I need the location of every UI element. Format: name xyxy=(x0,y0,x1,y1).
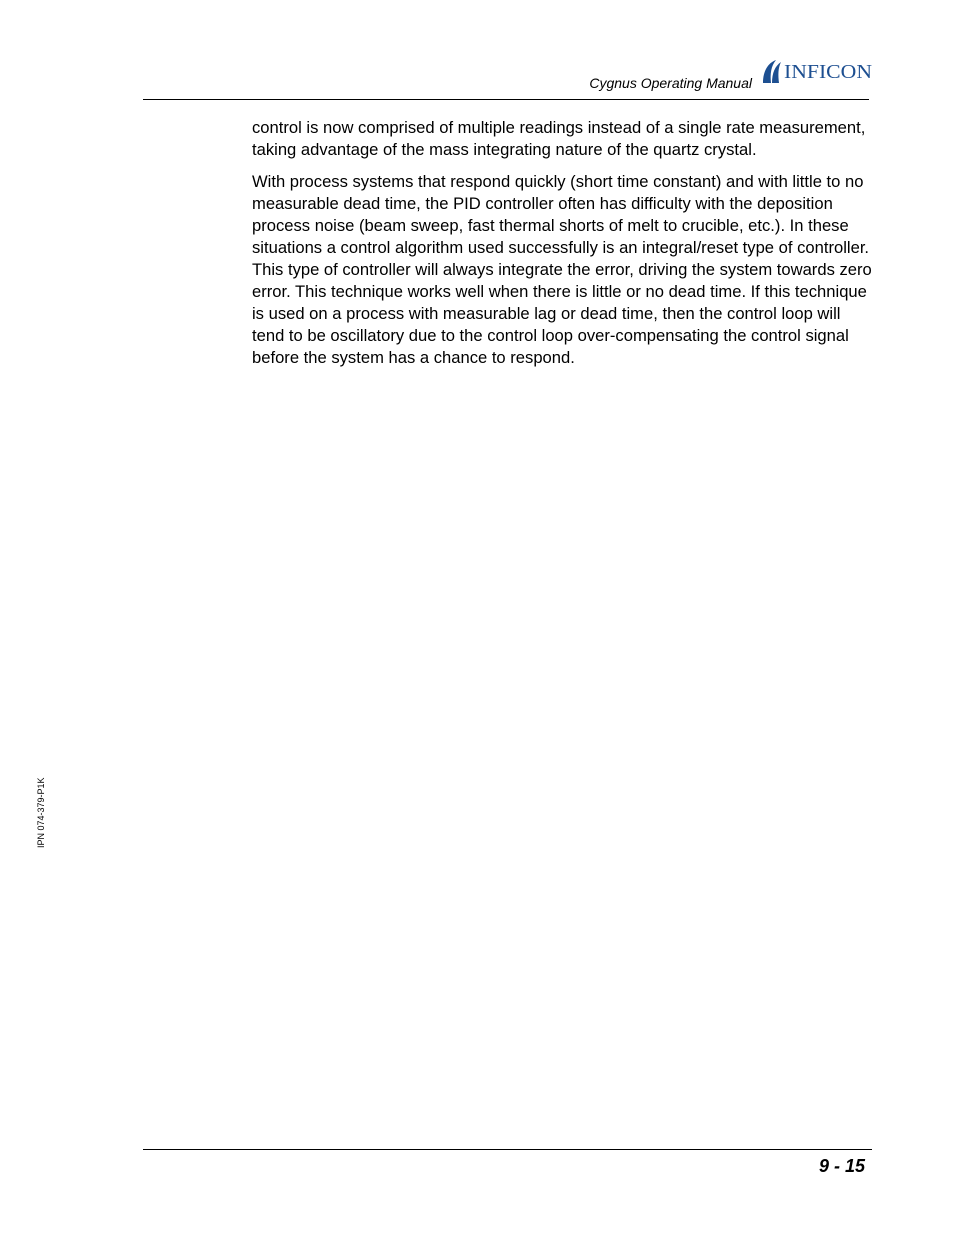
body-text xyxy=(252,117,874,379)
footer-rule xyxy=(143,1149,872,1150)
paragraph: control is now comprised of multiple readings instead of a single rate measurement, taking advantage of the mass integrating nature of the quartz crystal. xyxy=(252,118,866,159)
header-rule xyxy=(143,99,869,100)
paragraph: With process systems that respond quickly (short time constant) and with little to no measurable dead time, the PID controller often has difficulty with the deposition process noise (beam sweep, fast thermal shorts of melt to crucible, etc.). In these situations a control algorithm used successfully is an integral/reset type of controller. This type of controller will always integrate the error, driving the system towards zero error. This technique works well when there is little or no dead time. If this technique is used on a process with measurable lag or dead time, then the control loop will tend to be oscillatory due to the control loop over-compensating the control signal before the system has a chance to respond. xyxy=(252,172,872,367)
document-code: IPN 074-379-P1K xyxy=(36,777,46,848)
manual-title: Cygnus Operating Manual xyxy=(589,75,752,91)
page-number: 9 - 15 xyxy=(818,1156,865,1176)
inficon-logo-icon xyxy=(760,58,874,86)
brand-wordmark: INFICON xyxy=(784,61,872,83)
inficon-logo xyxy=(760,58,874,86)
